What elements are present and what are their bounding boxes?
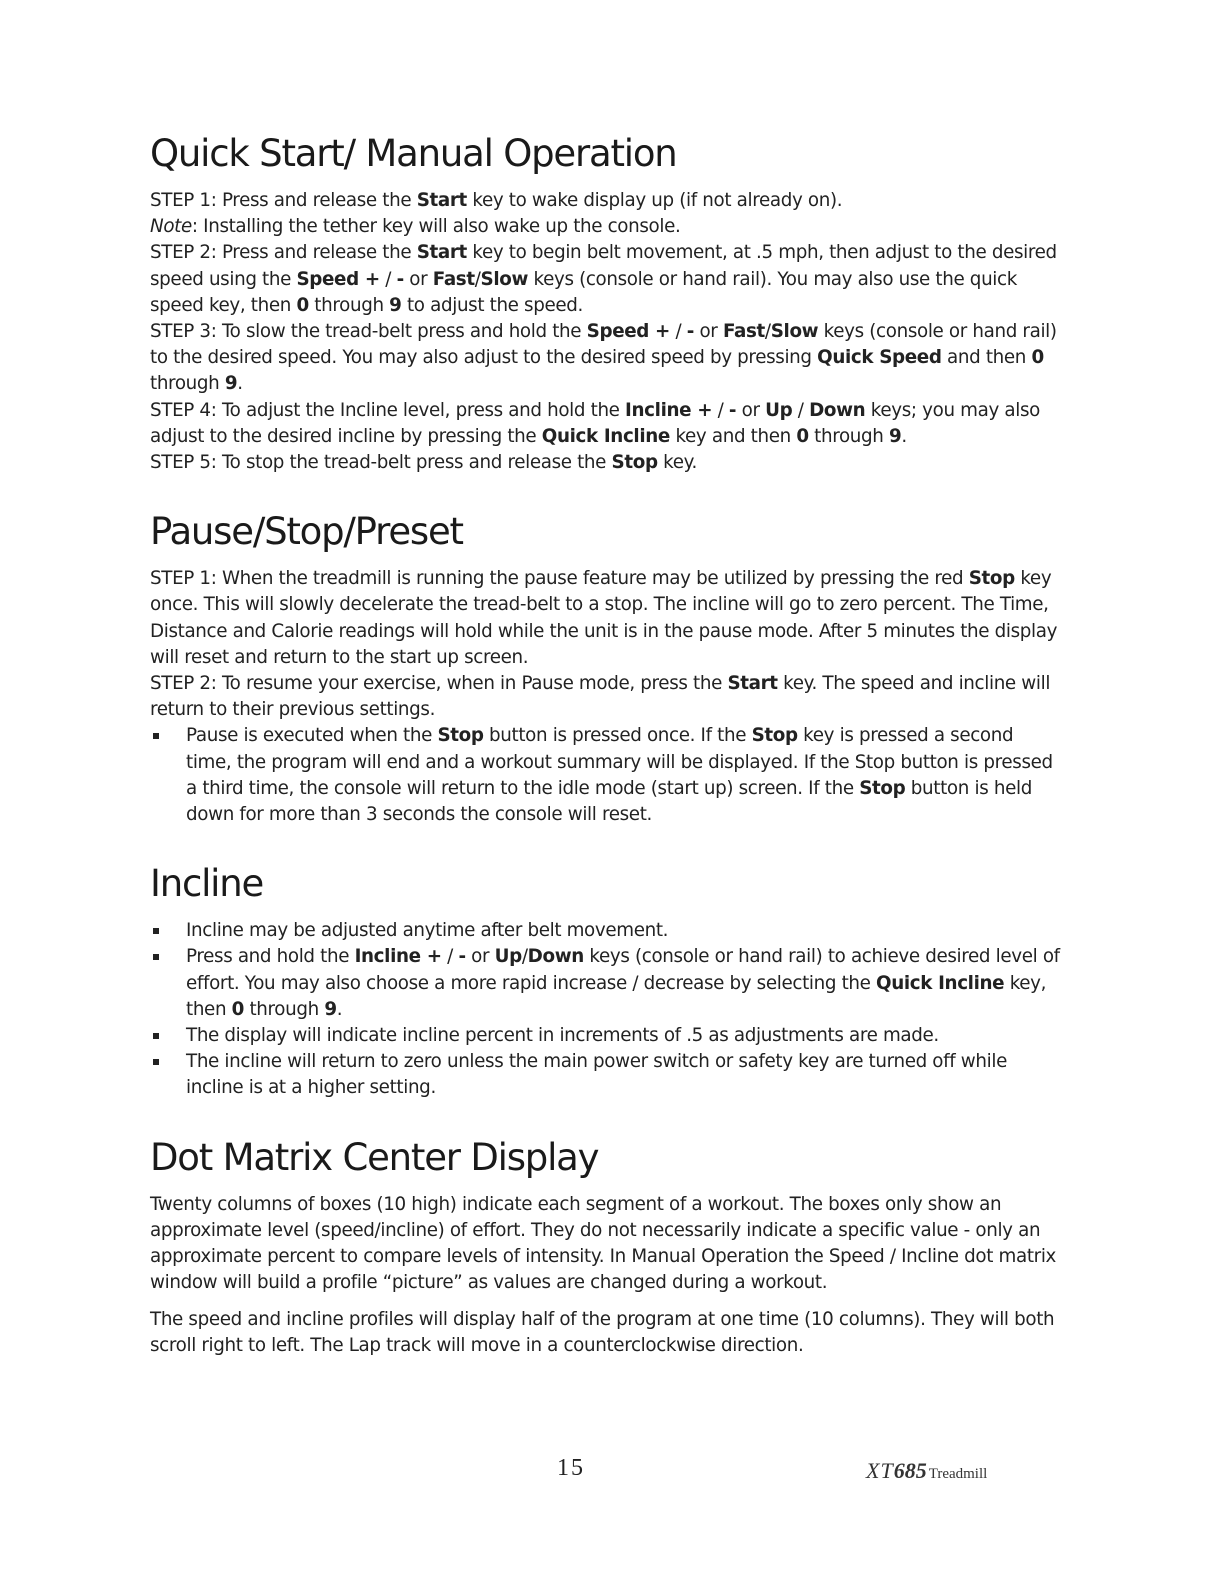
pause-bullet-list — [150, 723, 1060, 828]
section-pause-stop-preset — [150, 508, 1060, 828]
section-title-quick-start: Quick Start/ Manual Operation — [150, 132, 677, 175]
section-title-incline: Incline — [150, 862, 264, 906]
quick-start-step-2: STEP 2: Press and release the Start key to begin belt movement, at .5 mph, then adjust to the desired speed using the Speed + / - or Fast/Slow keys (console or hand rail). You may also use the quick speed key, then 0 through 9 to adjust the speed. — [150, 242, 1057, 316]
list-item: Incline may be adjusted anytime after belt movement. — [150, 918, 1060, 944]
dot-matrix-paragraph-2: The speed and incline profiles will display half of the program at one time (10 columns). They will both scroll right to left. The Lap track will move in a counterclockwise direction. — [150, 1308, 1055, 1356]
section-quick-start — [150, 130, 1060, 476]
page-number: 15 — [557, 1455, 585, 1481]
quick-start-step-3: STEP 3: To slow the tread-belt press and hold the Speed + / - or Fast/Slow keys (console or hand rail) to the desired speed. You may also adjust to the desired speed by pressing Quick Speed and then 0 through 9. — [150, 321, 1057, 395]
quick-start-step-1: STEP 1: Press and release the Start key to wake display up (if not already on). — [150, 190, 843, 211]
list-item: Press and hold the Incline + / - or Up/Down keys (console or hand rail) to achieve desired level of effort. You may also choose a more rapid increase / decrease by selecting the Quick Incline key, then 0 through 9. — [150, 944, 1060, 1023]
quick-start-step-5: STEP 5: To stop the tread-belt press and release the Stop key. — [150, 452, 697, 474]
incline-bullet-list — [150, 918, 1060, 1101]
pause-step-2: STEP 2: To resume your exercise, when in Pause mode, press the Start key. The speed and incline will return to their previous settings. — [150, 673, 1051, 721]
list-item: Pause is executed when the Stop button is pressed once. If the Stop key is pressed a second time, the program will end and a workout summary will be displayed. If the Stop button is pressed a third time, the console will return to the idle mode (start up) screen. If the Stop button is held down for more than 3 seconds the console will reset. — [150, 723, 1060, 828]
dot-matrix-paragraph-1: Twenty columns of boxes (10 high) indicate each segment of a workout. The boxes only show an approximate level (speed/incline) of effort. They do not necessarily indicate a specific value - only an approximate percent to compare levels of intensity. In Manual Operation the Speed / Incline dot matrix window will build a profile “picture” as values are changed during a workout. — [150, 1193, 1057, 1294]
pause-step-1: STEP 1: When the treadmill is running the pause feature may be utilized by pressing the red Stop key once. This will slowly decelerate the tread-belt to a stop. The incline will go to zero percent. The Time, Distance and Calorie readings will hold while the unit is in the pause mode. After 5 minutes the display will reset and return to the start up screen. — [150, 568, 1058, 668]
list-item: The incline will return to zero unless the main power switch or safety key are turned off while incline is at a higher setting. — [150, 1049, 1060, 1101]
page-footer — [0, 1455, 1220, 1495]
quick-start-note: Note: Installing the tether key will also wake up the console. — [150, 216, 681, 238]
quick-start-step-4: STEP 4: To adjust the Incline level, press and hold the Incline + / - or Up / Down keys; you may also adjust to the desired incline by pressing the Quick Incline key and then 0 through 9. — [150, 399, 1041, 447]
list-item: The display will indicate incline percent in increments of .5 as adjustments are made. — [150, 1023, 1060, 1049]
section-dot-matrix — [150, 1134, 1060, 1359]
brand-logo: XT685 Treadmill — [866, 1458, 988, 1483]
section-title-dot-matrix: Dot Matrix Center Display — [150, 1135, 599, 1179]
section-incline — [150, 860, 1060, 1101]
section-title-pause: Pause/Stop/Preset — [150, 510, 463, 554]
